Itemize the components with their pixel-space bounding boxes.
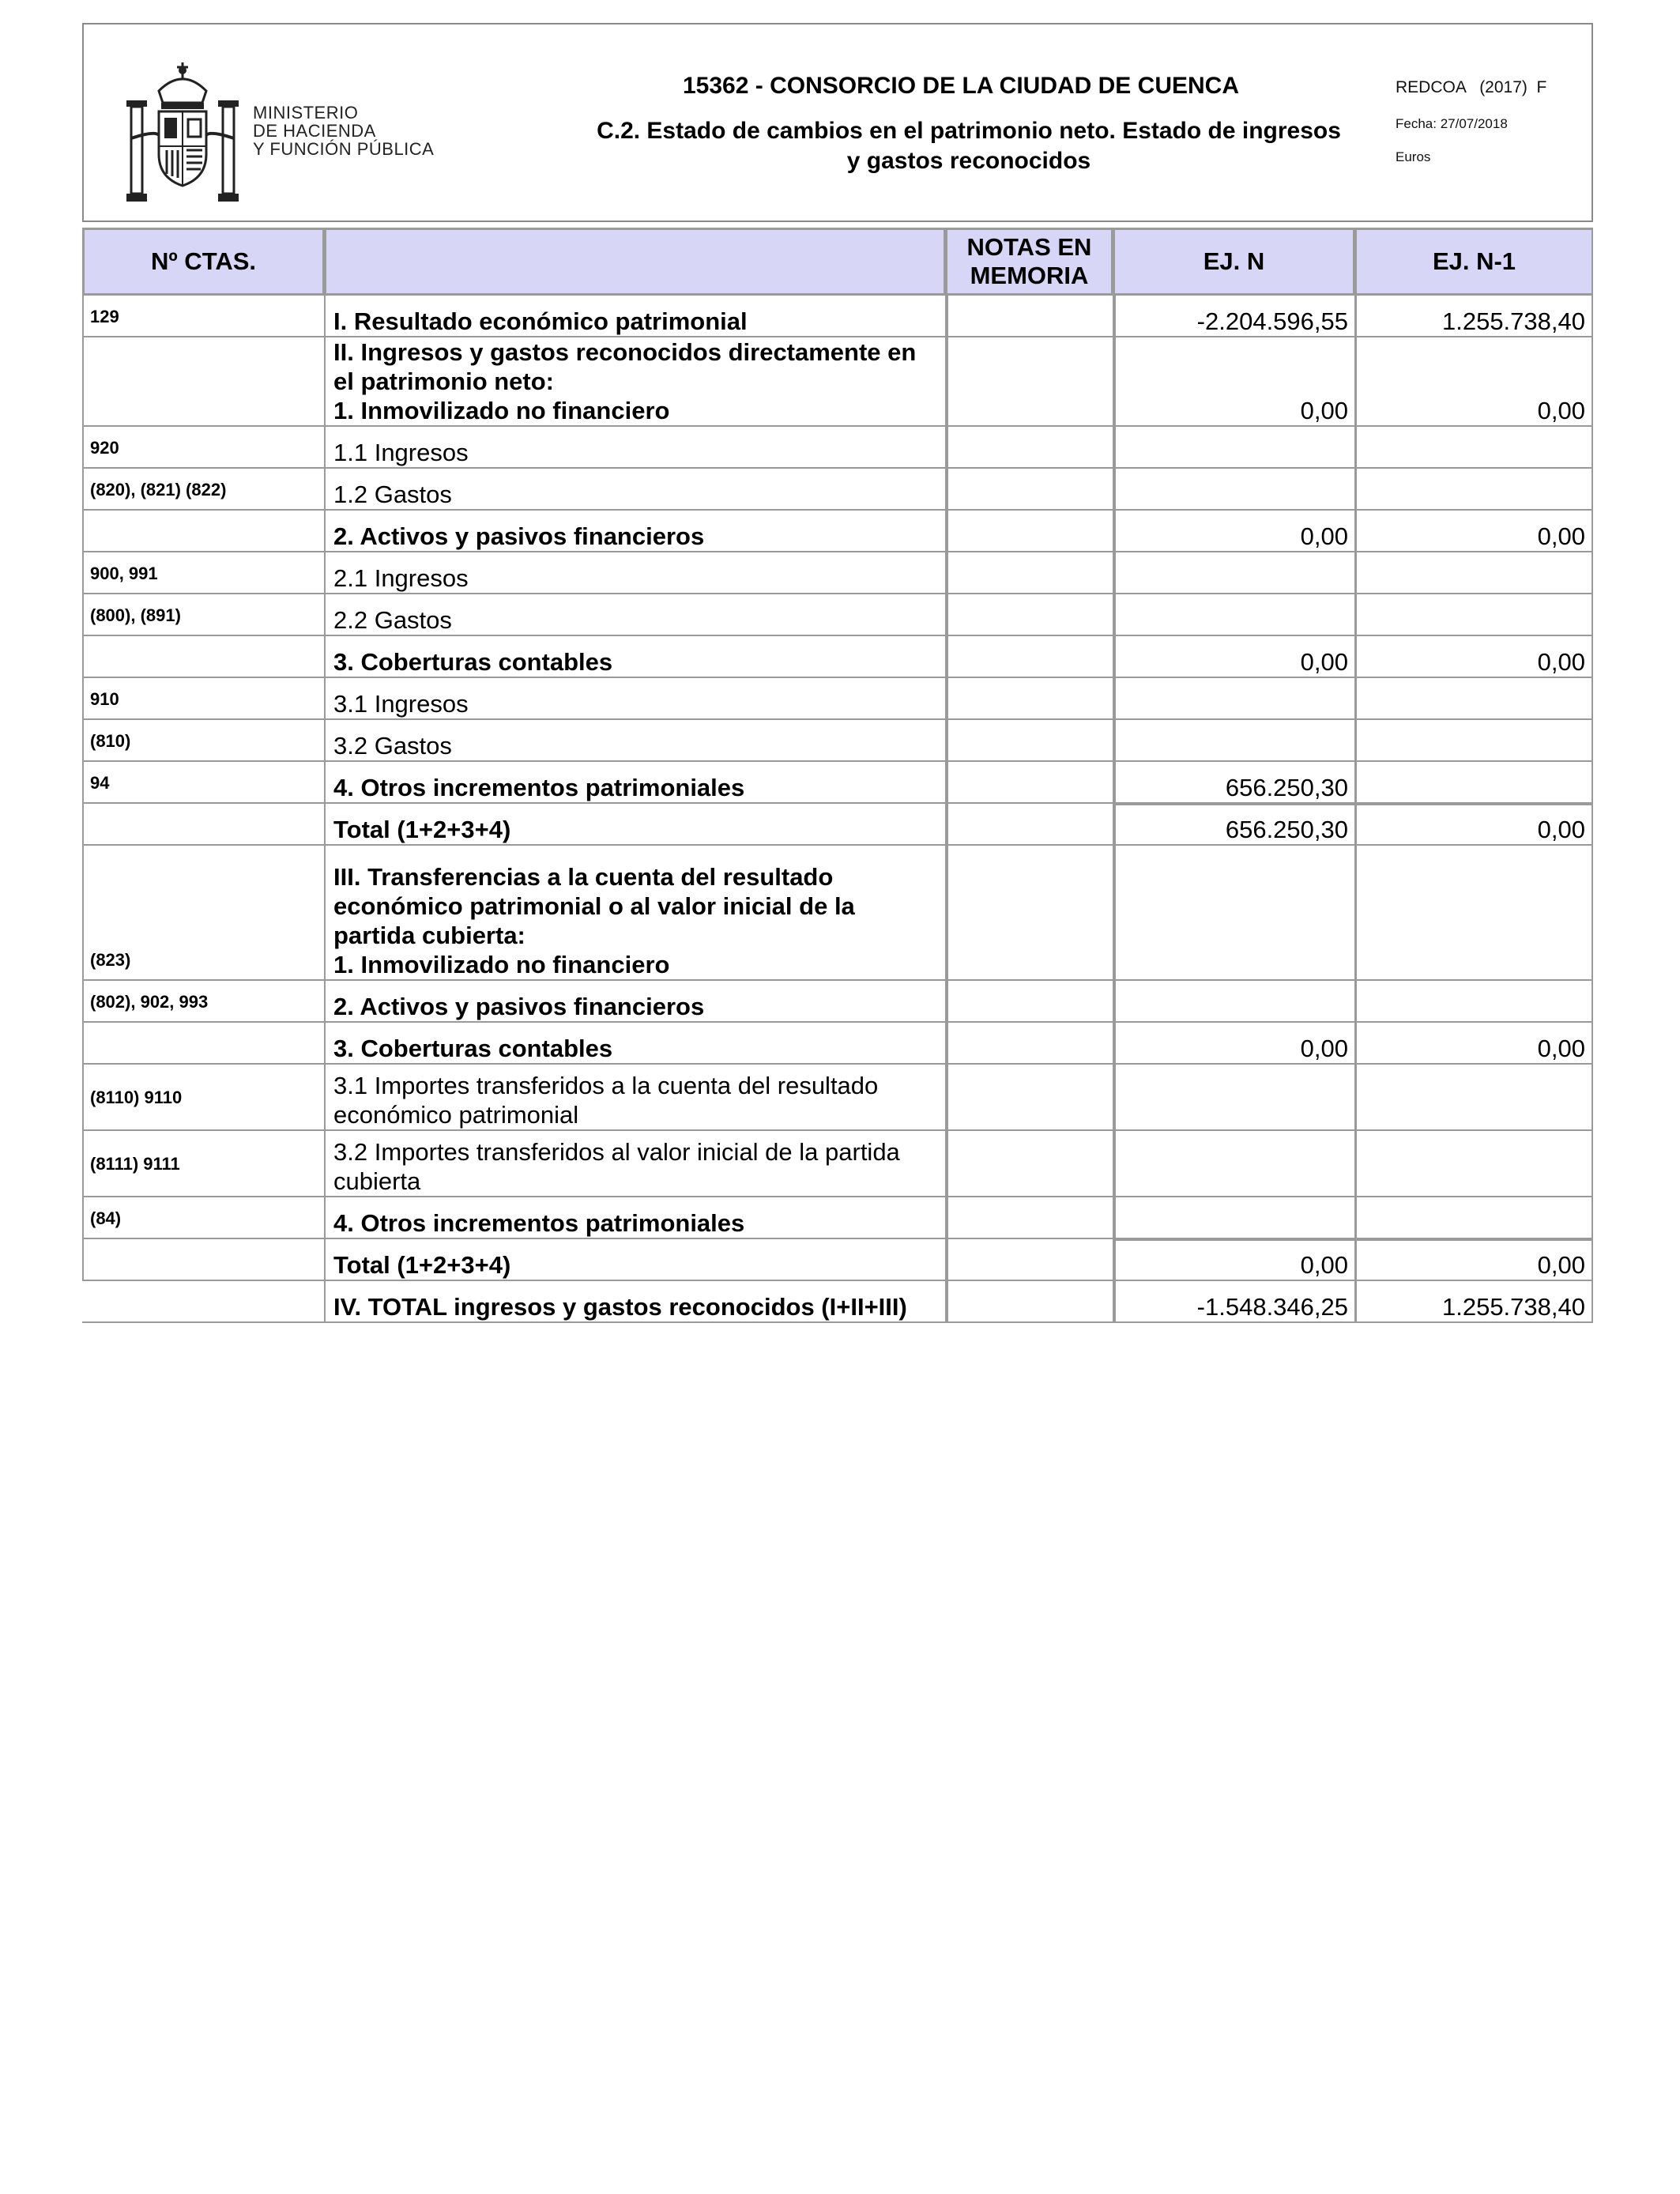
account-codes: 910	[82, 678, 324, 720]
ministry-line: DE HACIENDA	[253, 121, 376, 141]
value-year-n	[1113, 1131, 1354, 1197]
table-row	[82, 1023, 1593, 1065]
report-date: Fecha: 27/07/2018	[1396, 116, 1508, 131]
account-codes	[82, 1281, 324, 1323]
value-year-n1: 0,00	[1354, 636, 1593, 678]
value-year-n1	[1354, 1065, 1593, 1131]
notes-cell	[945, 804, 1113, 846]
description-line: 3.1 Importes transferidos a la cuenta del resultado económico patrimonial	[333, 1072, 879, 1129]
report-header	[82, 23, 1593, 222]
value-year-n1: 0,00	[1354, 511, 1593, 552]
description-line: 2. Activos y pasivos financieros	[333, 522, 705, 550]
value-year-n1	[1354, 1131, 1593, 1197]
coat-of-arms-logo	[123, 59, 242, 209]
row-description	[324, 636, 945, 678]
value-year-n	[1113, 720, 1354, 762]
table-row	[82, 594, 1593, 636]
col-header-notes: NOTAS EN MEMORIA	[945, 228, 1113, 296]
description-line: 3. Coberturas contables	[333, 648, 613, 676]
col-header-accounts: Nº CTAS.	[82, 228, 324, 296]
account-codes: (8111) 9111	[82, 1131, 324, 1197]
account-codes	[82, 337, 324, 427]
notes-cell	[945, 594, 1113, 636]
row-description	[324, 1239, 945, 1281]
value-year-n: 0,00	[1113, 636, 1354, 678]
table-row	[82, 427, 1593, 469]
notes-cell	[945, 296, 1113, 337]
account-codes: (823)	[82, 846, 324, 981]
account-codes: (802), 902, 993	[82, 981, 324, 1023]
row-description	[324, 1023, 945, 1065]
account-codes	[82, 636, 324, 678]
row-description	[324, 846, 945, 981]
col-header-description	[324, 228, 945, 296]
row-description	[324, 762, 945, 804]
value-year-n1: 0,00	[1354, 337, 1593, 427]
statement-table	[82, 228, 1593, 1323]
notes-cell	[945, 636, 1113, 678]
value-year-n1: 0,00	[1354, 1023, 1593, 1065]
table-row	[82, 720, 1593, 762]
description-line: 3.1 Ingresos	[333, 690, 469, 718]
account-codes: (84)	[82, 1197, 324, 1239]
table-row	[82, 981, 1593, 1023]
value-year-n1	[1354, 720, 1593, 762]
row-description	[324, 296, 945, 337]
account-codes: (8110) 9110	[82, 1065, 324, 1131]
table-row	[82, 762, 1593, 804]
ministry-line: MINISTERIO	[253, 103, 359, 123]
notes-cell	[945, 337, 1113, 427]
account-codes: 129	[82, 296, 324, 337]
account-codes: (800), (891)	[82, 594, 324, 636]
value-year-n	[1113, 678, 1354, 720]
notes-cell	[945, 846, 1113, 981]
table-row	[82, 678, 1593, 720]
description-line: 3.2 Importes transferidos al valor inicial de la partida cubierta	[333, 1138, 900, 1195]
value-year-n	[1113, 846, 1354, 981]
value-year-n	[1113, 552, 1354, 594]
row-description	[324, 804, 945, 846]
value-year-n1	[1354, 762, 1593, 804]
notes-cell	[945, 678, 1113, 720]
value-year-n: 656.250,30	[1113, 804, 1354, 846]
row-description	[324, 552, 945, 594]
table-row	[82, 337, 1593, 427]
description-line: 2. Activos y pasivos financieros	[333, 993, 705, 1020]
notes-cell	[945, 720, 1113, 762]
value-year-n: 0,00	[1113, 337, 1354, 427]
currency-label: Euros	[1396, 149, 1431, 164]
description-line: 1. Inmovilizado no financiero	[333, 951, 670, 978]
notes-cell	[945, 511, 1113, 552]
account-codes: 900, 991	[82, 552, 324, 594]
description-line: 4. Otros incrementos patrimoniales	[333, 1209, 745, 1237]
row-description	[324, 1131, 945, 1197]
value-year-n1	[1354, 1197, 1593, 1239]
value-year-n	[1113, 1065, 1354, 1131]
table-row	[82, 1281, 1593, 1323]
value-year-n	[1113, 1197, 1354, 1239]
col-header-year-n1: EJ. N-1	[1354, 228, 1593, 296]
description-line: I. Resultado económico patrimonial	[333, 307, 748, 335]
notes-cell	[945, 552, 1113, 594]
row-description	[324, 427, 945, 469]
account-codes: (820), (821) (822)	[82, 469, 324, 511]
description-line: II. Ingresos y gastos reconocidos directamente en el patrimonio neto:	[333, 338, 917, 395]
value-year-n	[1113, 427, 1354, 469]
value-year-n1	[1354, 427, 1593, 469]
value-year-n1	[1354, 552, 1593, 594]
notes-cell	[945, 1131, 1113, 1197]
value-year-n: 656.250,30	[1113, 762, 1354, 804]
row-description	[324, 1281, 945, 1323]
account-codes	[82, 1239, 324, 1281]
table-header-row	[82, 228, 1593, 296]
notes-cell	[945, 1065, 1113, 1131]
description-line: 2.1 Ingresos	[333, 564, 469, 592]
account-codes: (810)	[82, 720, 324, 762]
value-year-n: -2.204.596,55	[1113, 296, 1354, 337]
value-year-n1	[1354, 981, 1593, 1023]
report-code: REDCOA (2017) F	[1396, 78, 1547, 96]
row-description	[324, 594, 945, 636]
row-description	[324, 469, 945, 511]
value-year-n1: 0,00	[1354, 804, 1593, 846]
value-year-n1: 0,00	[1354, 1239, 1593, 1281]
account-codes	[82, 1023, 324, 1065]
description-line: 3. Coberturas contables	[333, 1035, 613, 1062]
description-line: 1. Inmovilizado no financiero	[333, 397, 670, 424]
row-description	[324, 337, 945, 427]
notes-cell	[945, 469, 1113, 511]
row-description	[324, 1065, 945, 1131]
notes-cell	[945, 1197, 1113, 1239]
notes-cell	[945, 1239, 1113, 1281]
notes-cell	[945, 762, 1113, 804]
row-description	[324, 981, 945, 1023]
table-row	[82, 1131, 1593, 1197]
table-row	[82, 1065, 1593, 1131]
description-line: Total (1+2+3+4)	[333, 816, 511, 843]
description-line: 2.2 Gastos	[333, 606, 452, 634]
value-year-n1	[1354, 846, 1593, 981]
description-line: III. Transferencias a la cuenta del resultado económico patrimonial o al valor inicial de la partida cubierta:	[333, 863, 855, 949]
table-row	[82, 804, 1593, 846]
description-line: IV. TOTAL ingresos y gastos reconocidos (I+II+III)	[333, 1293, 907, 1321]
statement-subtitle: C.2. Estado de cambios en el patrimonio neto. Estado de ingresos y gastos reconocidos	[597, 118, 1341, 174]
value-year-n: 0,00	[1113, 1239, 1354, 1281]
notes-cell	[945, 1281, 1113, 1323]
table-row	[82, 552, 1593, 594]
notes-cell	[945, 427, 1113, 469]
notes-cell	[945, 1023, 1113, 1065]
value-year-n	[1113, 594, 1354, 636]
table-row	[82, 1197, 1593, 1239]
ministry-name	[253, 104, 434, 158]
table-row	[82, 296, 1593, 337]
table-row	[82, 469, 1593, 511]
row-description	[324, 511, 945, 552]
value-year-n: 0,00	[1113, 511, 1354, 552]
value-year-n1: 1.255.738,40	[1354, 296, 1593, 337]
report-meta	[1396, 78, 1585, 165]
row-description	[324, 1197, 945, 1239]
description-line: 1.2 Gastos	[333, 481, 452, 508]
title-block	[455, 72, 1467, 176]
account-codes: 920	[82, 427, 324, 469]
description-line: 3.2 Gastos	[333, 732, 452, 760]
description-line: 1.1 Ingresos	[333, 439, 469, 466]
value-year-n1	[1354, 594, 1593, 636]
table-row	[82, 846, 1593, 981]
table-row	[82, 511, 1593, 552]
value-year-n1: 1.255.738,40	[1354, 1281, 1593, 1323]
table-row	[82, 1239, 1593, 1281]
notes-cell	[945, 981, 1113, 1023]
value-year-n: -1.548.346,25	[1113, 1281, 1354, 1323]
value-year-n	[1113, 981, 1354, 1023]
account-codes	[82, 804, 324, 846]
value-year-n1	[1354, 678, 1593, 720]
description-line: 4. Otros incrementos patrimoniales	[333, 774, 745, 801]
description-line: Total (1+2+3+4)	[333, 1251, 511, 1279]
ministry-line: Y FUNCIÓN PÚBLICA	[253, 139, 435, 159]
entity-title: 15362 - CONSORCIO DE LA CIUDAD DE CUENCA	[683, 73, 1239, 99]
table-row	[82, 636, 1593, 678]
row-description	[324, 720, 945, 762]
account-codes	[82, 511, 324, 552]
account-codes: 94	[82, 762, 324, 804]
row-description	[324, 678, 945, 720]
value-year-n	[1113, 469, 1354, 511]
value-year-n1	[1354, 469, 1593, 511]
value-year-n: 0,00	[1113, 1023, 1354, 1065]
col-header-year-n: EJ. N	[1113, 228, 1354, 296]
table-body	[82, 296, 1593, 1323]
